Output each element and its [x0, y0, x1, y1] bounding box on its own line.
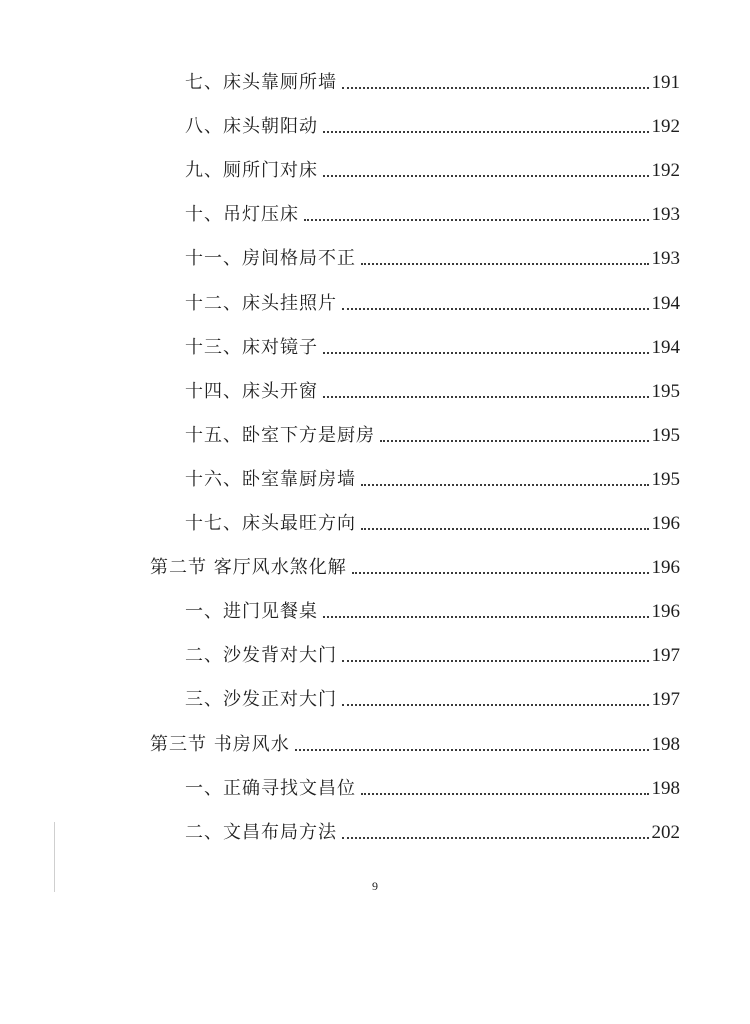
toc-entry-title: 第二节 客厅风水煞化解 [150, 557, 347, 579]
toc-entry-title: 二、文昌布局方法 [185, 821, 337, 843]
dot-leader [361, 263, 649, 265]
dot-leader [342, 87, 649, 89]
dot-leader [380, 440, 649, 442]
toc-entry [185, 814, 680, 844]
toc-entry-page: 192 [651, 116, 680, 138]
toc-entry-page: 197 [651, 689, 680, 711]
toc-entry-title: 一、正确寻找文昌位 [185, 777, 356, 799]
toc-entry-title: 十六、卧室靠厨房墙 [185, 468, 356, 490]
toc-entry-title: 十一、房间格局不正 [185, 248, 356, 270]
toc-entry-page: 197 [651, 645, 680, 667]
toc-entry [185, 681, 680, 711]
toc-entry [185, 593, 680, 623]
toc-entry [185, 461, 680, 491]
toc-entry-page: 198 [651, 777, 680, 799]
toc-entry-page: 198 [651, 733, 680, 755]
toc-entry [185, 285, 680, 315]
toc-entry-page: 194 [651, 336, 680, 358]
toc-entry-page: 194 [651, 292, 680, 314]
dot-leader [352, 572, 649, 574]
toc-entry-page: 196 [651, 513, 680, 534]
toc-entry-title: 十五、卧室下方是厨房 [185, 424, 375, 446]
dot-leader [323, 396, 649, 398]
toc-entry-title: 三、沙发正对大门 [185, 689, 337, 711]
toc-entry-title: 十、吊灯压床 [185, 204, 299, 226]
toc-entry-page: 193 [651, 248, 680, 270]
toc-entry-title: 十三、床对镜子 [185, 336, 318, 358]
toc-entry-page: 196 [651, 557, 680, 579]
dot-leader [342, 660, 649, 662]
dot-leader [342, 308, 649, 310]
toc-entry [185, 329, 680, 359]
toc-entry-title: 九、厕所门对床 [185, 160, 318, 182]
toc-entry-title: 二、沙发背对大门 [185, 645, 337, 667]
toc-entry [185, 505, 680, 535]
toc-entry-title: 第三节 书房风水 [150, 733, 290, 755]
toc-entry [185, 108, 680, 138]
toc-entry [185, 152, 680, 182]
toc-section-entry [150, 549, 680, 579]
dot-leader [361, 528, 649, 530]
toc-entry-title: 八、床头朝阳动 [185, 116, 318, 138]
dot-leader [361, 484, 649, 486]
toc-entry [185, 637, 680, 667]
toc-entry-page: 195 [651, 424, 680, 446]
toc-entry-page: 196 [651, 601, 680, 623]
dot-leader [323, 175, 649, 177]
toc-entry-page: 191 [651, 72, 680, 93]
toc-entry-page: 193 [651, 204, 680, 226]
toc-entry-title: 七、床头靠厕所墙 [185, 72, 337, 93]
toc-entry-page: 195 [651, 380, 680, 402]
page-number: 9 [372, 879, 378, 893]
toc-section-entry [150, 726, 680, 756]
toc-entry-page: 192 [651, 160, 680, 182]
toc-entry [185, 196, 680, 226]
toc-entry-title: 十二、床头挂照片 [185, 292, 337, 314]
dot-leader [342, 837, 649, 839]
toc-entry [185, 770, 680, 800]
dot-leader [323, 616, 649, 618]
dot-leader [323, 352, 649, 354]
toc-entry [185, 64, 680, 94]
dot-leader [304, 219, 649, 221]
toc-entry [185, 240, 680, 270]
dot-leader [323, 131, 649, 133]
toc-entry [185, 373, 680, 403]
toc-entry-title: 十七、床头最旺方向 [185, 513, 356, 534]
toc-entry-page: 202 [651, 821, 680, 843]
dot-leader [342, 704, 649, 706]
toc-entry [185, 417, 680, 447]
dot-leader [295, 749, 649, 751]
toc-entry-title: 一、进门见餐桌 [185, 601, 318, 623]
toc-entry-title: 十四、床头开窗 [185, 380, 318, 402]
toc-entry-page: 195 [651, 468, 680, 490]
dot-leader [361, 793, 649, 795]
